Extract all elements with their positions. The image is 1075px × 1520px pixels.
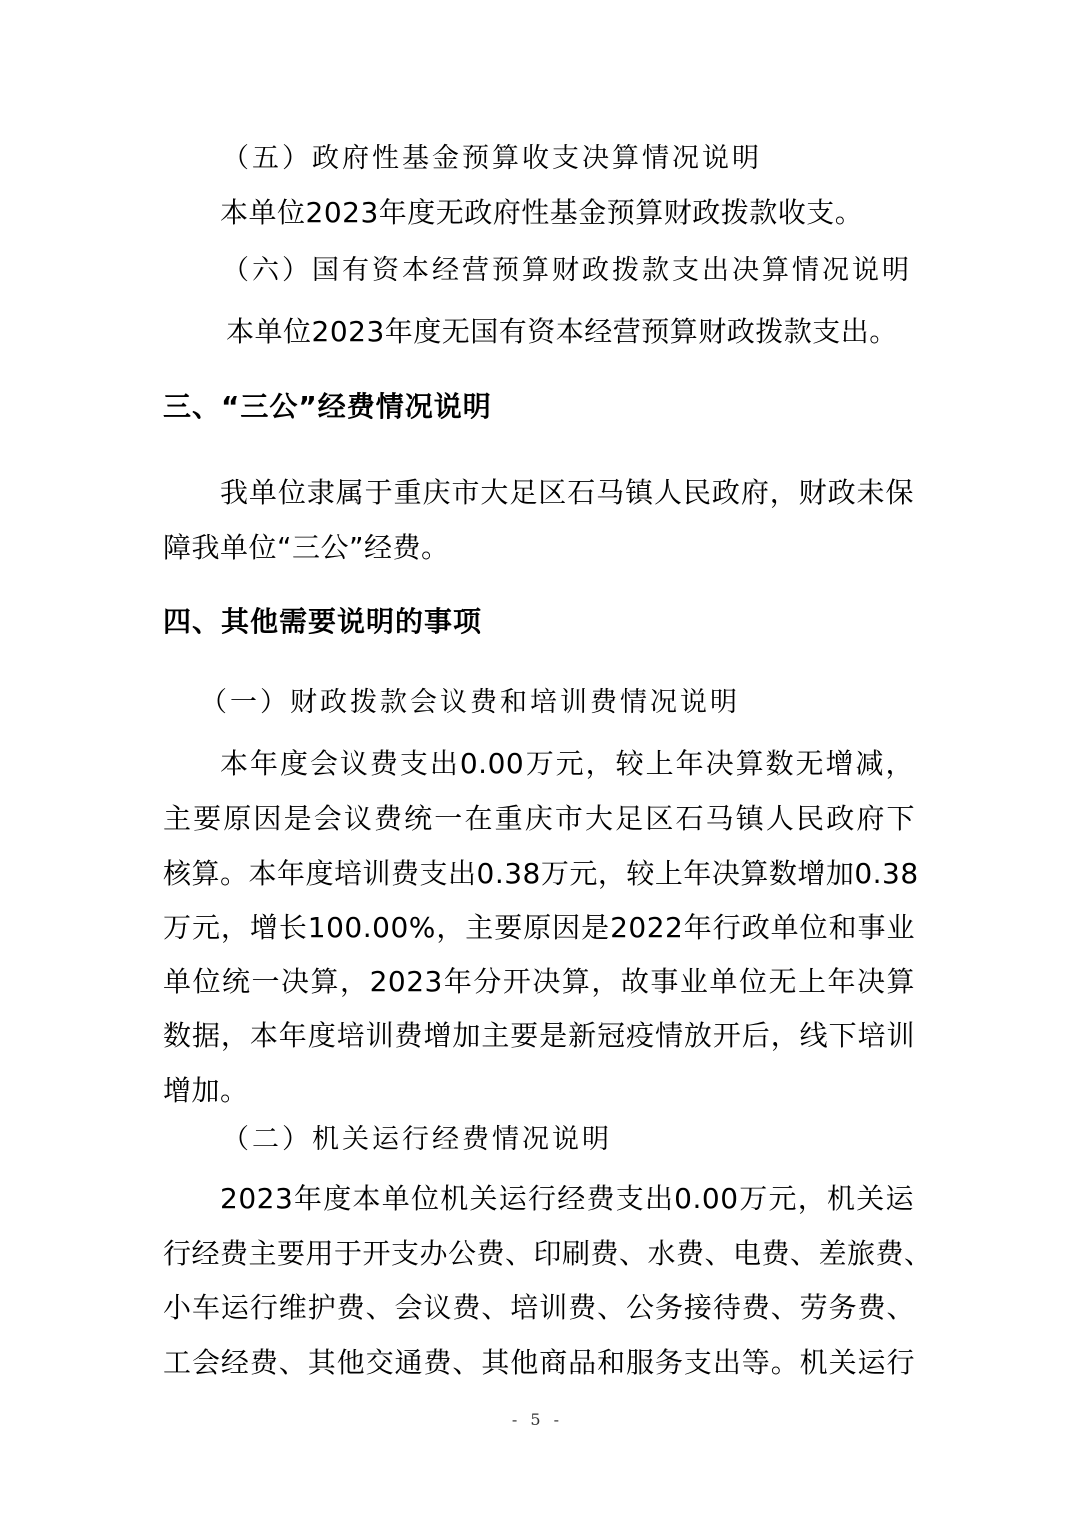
sub-1-line-1: 本年度会议费支出0.00万元，较上年决算数无增减，	[220, 747, 914, 780]
sub-1-line-7: 增加。	[163, 1074, 249, 1107]
page-number: - 5 -	[511, 1410, 564, 1429]
sub-2-heading: （二）机关运行经费情况说明	[222, 1124, 612, 1155]
sub-1-line-2: 主要原因是会议费统一在重庆市大足区石马镇人民政府下	[163, 802, 915, 835]
section-6-heading: （六）国有资本经营预算财政拨款支出决算情况说明	[222, 255, 912, 286]
section-6-body: 本单位2023年度无国有资本经营预算财政拨款支出。	[226, 315, 898, 348]
sub-1-heading: （一）财政拨款会议费和培训费情况说明	[200, 687, 740, 718]
section-5-heading: （五）政府性基金预算收支决算情况说明	[222, 143, 762, 174]
sub-1-line-3: 核算。本年度培训费支出0.38万元，较上年决算数增加0.38	[163, 857, 919, 890]
part-3-heading: 三、“三公”经费情况说明	[163, 390, 492, 423]
sub-1-line-5: 单位统一决算，2023年分开决算，故事业单位无上年决算	[163, 965, 915, 998]
part-4-heading: 四、其他需要说明的事项	[163, 605, 483, 638]
part-3-line-2: 障我单位“三公”经费。	[163, 531, 450, 564]
part-3-line-1: 我单位隶属于重庆市大足区石马镇人民政府，财政未保	[220, 476, 914, 509]
sub-2-line-1: 2023年度本单位机关运行经费支出0.00万元，机关运	[220, 1182, 914, 1215]
sub-1-line-6: 数据，本年度培训费增加主要是新冠疫情放开后，线下培训	[163, 1019, 915, 1052]
sub-2-line-4: 工会经费、其他交通费、其他商品和服务支出等。机关运行	[163, 1346, 915, 1379]
sub-2-line-3: 小车运行维护费、会议费、培训费、公务接待费、劳务费、	[163, 1291, 915, 1324]
section-5-body: 本单位2023年度无政府性基金预算财政拨款收支。	[220, 196, 864, 229]
sub-1-line-4: 万元，增长100.00%，主要原因是2022年行政单位和事业	[163, 911, 915, 944]
sub-2-line-2: 行经费主要用于开支办公费、印刷费、水费、电费、差旅费、	[163, 1237, 933, 1270]
